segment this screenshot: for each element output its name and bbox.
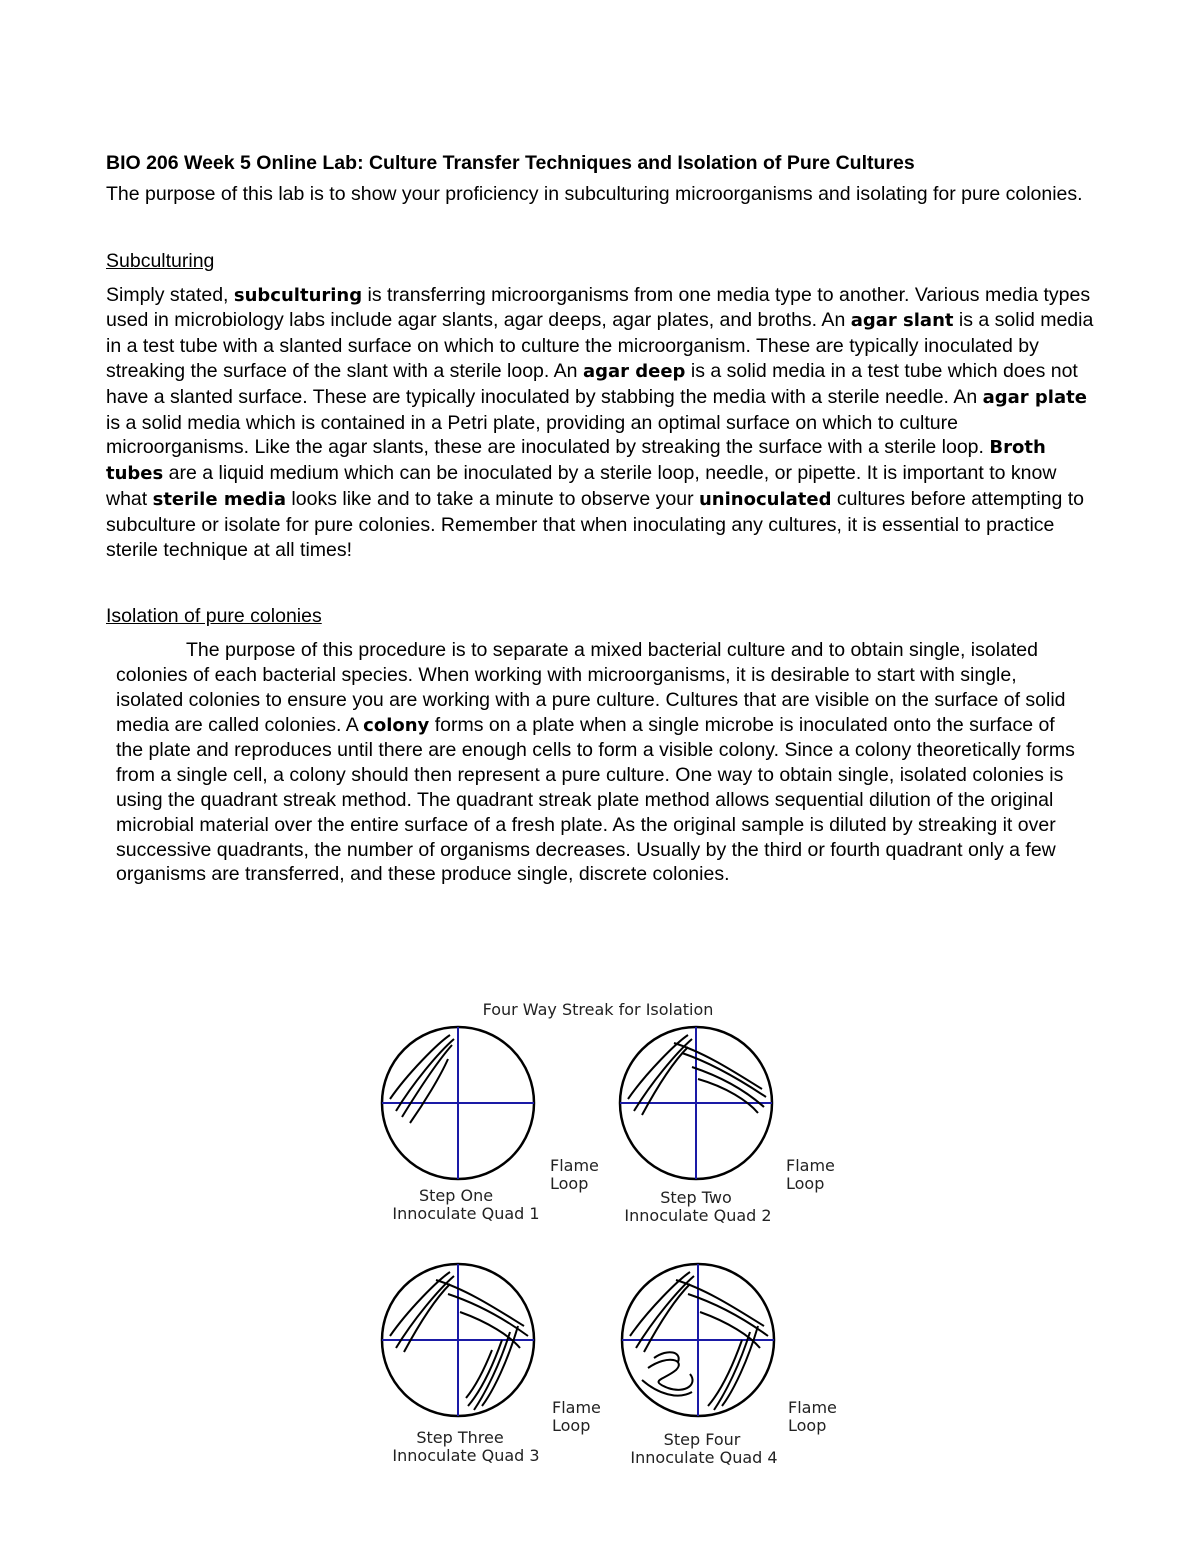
loop-label: Loop bbox=[550, 1174, 589, 1193]
flame-label: Flame bbox=[788, 1398, 837, 1417]
text-run: Simply stated, bbox=[106, 283, 234, 306]
subculturing-paragraph bbox=[106, 283, 1096, 563]
text-run: The purpose of this procedure is to separate a mixed bacterial culture and to obtain single, isolated colonies of each bacterial species. When working with microorganisms, it is desirable to start with single, isolated colonies to ensure you are working with a pure culture. Cultures that are visible on the surface of solid media are called colonies. A bbox=[116, 639, 1066, 736]
isolation-heading: Isolation of pure colonies bbox=[106, 605, 322, 628]
term-broth-tubes: Broth tubes bbox=[106, 437, 1046, 485]
step-label: Step Two bbox=[660, 1188, 732, 1207]
text-run: cultures before attempting to subculture or isolate for pure colonies. Remember that when inoculating any cultures, it is essential to practice sterile technique at all times! bbox=[106, 487, 1085, 561]
subculturing-heading: Subculturing bbox=[106, 249, 215, 272]
plate-step-one bbox=[382, 1027, 534, 1179]
document-body bbox=[106, 150, 1096, 887]
streak-plate-diagram bbox=[370, 995, 850, 1475]
text-run: looks like and to take a minute to observe your bbox=[286, 487, 699, 510]
term-colony: colony bbox=[363, 714, 430, 736]
flame-label: Flame bbox=[550, 1156, 599, 1175]
text-run: is a solid media in a test tube which does not have a slanted surface. These are typically inoculated by stabbing the media with a sterile needle. An bbox=[106, 359, 1078, 408]
plate-step-three bbox=[382, 1264, 534, 1416]
text-run: is a solid media which is contained in a Petri plate, providing an optimal surface on which to culture microorganisms. Like the agar slants, these are inoculated by streaking the surface with a sterile loop. bbox=[106, 411, 990, 459]
step-caption: Innoculate Quad 2 bbox=[624, 1206, 772, 1225]
loop-label: Loop bbox=[788, 1416, 827, 1435]
term-agar-slant: agar slant bbox=[850, 310, 954, 332]
loop-label: Loop bbox=[552, 1416, 591, 1435]
step-label: Step Four bbox=[663, 1430, 741, 1449]
loop-label: Loop bbox=[786, 1174, 825, 1193]
term-subculturing: subculturing bbox=[233, 284, 363, 306]
term-sterile-media: sterile media bbox=[152, 488, 286, 510]
step-label: Step Three bbox=[416, 1428, 504, 1447]
term-agar-plate: agar plate bbox=[982, 386, 1087, 408]
intro-paragraph: The purpose of this lab is to show your proficiency in subculturing microorganisms and isolating for pure colonies. bbox=[106, 183, 1083, 205]
text-run: forms on a plate when a single microbe is inoculated onto the surface of the plate and reproduces until there are enough cells to form a visible colony. Since a colony theoretically forms from a single cell, a colony should then represent a pure culture. One way to obtain single, isolated colonies is using the quadrant streak method. The quadrant streak plate method allows sequential dilution of the original microbial material over the entire surface of a fresh plate. As the original sample is diluted by streaking it over successive quadrants, the number of organisms decreases. Usually by the third or fourth quadrant only a few organisms are transferred, and these produce single, discrete colonies. bbox=[116, 713, 1075, 886]
streaks-quad-1 bbox=[390, 1035, 454, 1123]
text-run: are a liquid medium which can be inoculated by a sterile loop, needle, or pipette. It is important to know what bbox=[106, 462, 1057, 510]
text-run: is transferring microorganisms from one media type to another. Various media types used in microbiology labs include agar slants, agar deeps, agar plates, and broths. An bbox=[106, 283, 1091, 332]
step-caption: Innoculate Quad 3 bbox=[392, 1446, 540, 1465]
flame-label: Flame bbox=[552, 1398, 601, 1417]
flame-label: Flame bbox=[786, 1156, 835, 1175]
streak-plate-figure bbox=[370, 995, 850, 1475]
text-run: is a solid media in a test tube with a slanted surface on which to culture the microorganism. These are typically inoculated by streaking the surface of the slant with a sterile loop. An bbox=[106, 309, 1094, 382]
isolation-paragraph bbox=[116, 638, 1076, 887]
step-caption: Innoculate Quad 1 bbox=[392, 1204, 540, 1223]
step-caption: Innoculate Quad 4 bbox=[630, 1448, 778, 1467]
plate-step-two bbox=[620, 1027, 772, 1179]
figure-title: Four Way Streak for Isolation bbox=[482, 1000, 714, 1019]
term-uninoculated: uninoculated bbox=[698, 488, 832, 510]
plate-step-four bbox=[622, 1264, 774, 1416]
step-label: Step One bbox=[418, 1186, 494, 1205]
page-title: BIO 206 Week 5 Online Lab: Culture Transfer Techniques and Isolation of Pure Cultures bbox=[106, 152, 915, 174]
term-agar-deep: agar deep bbox=[582, 360, 686, 382]
